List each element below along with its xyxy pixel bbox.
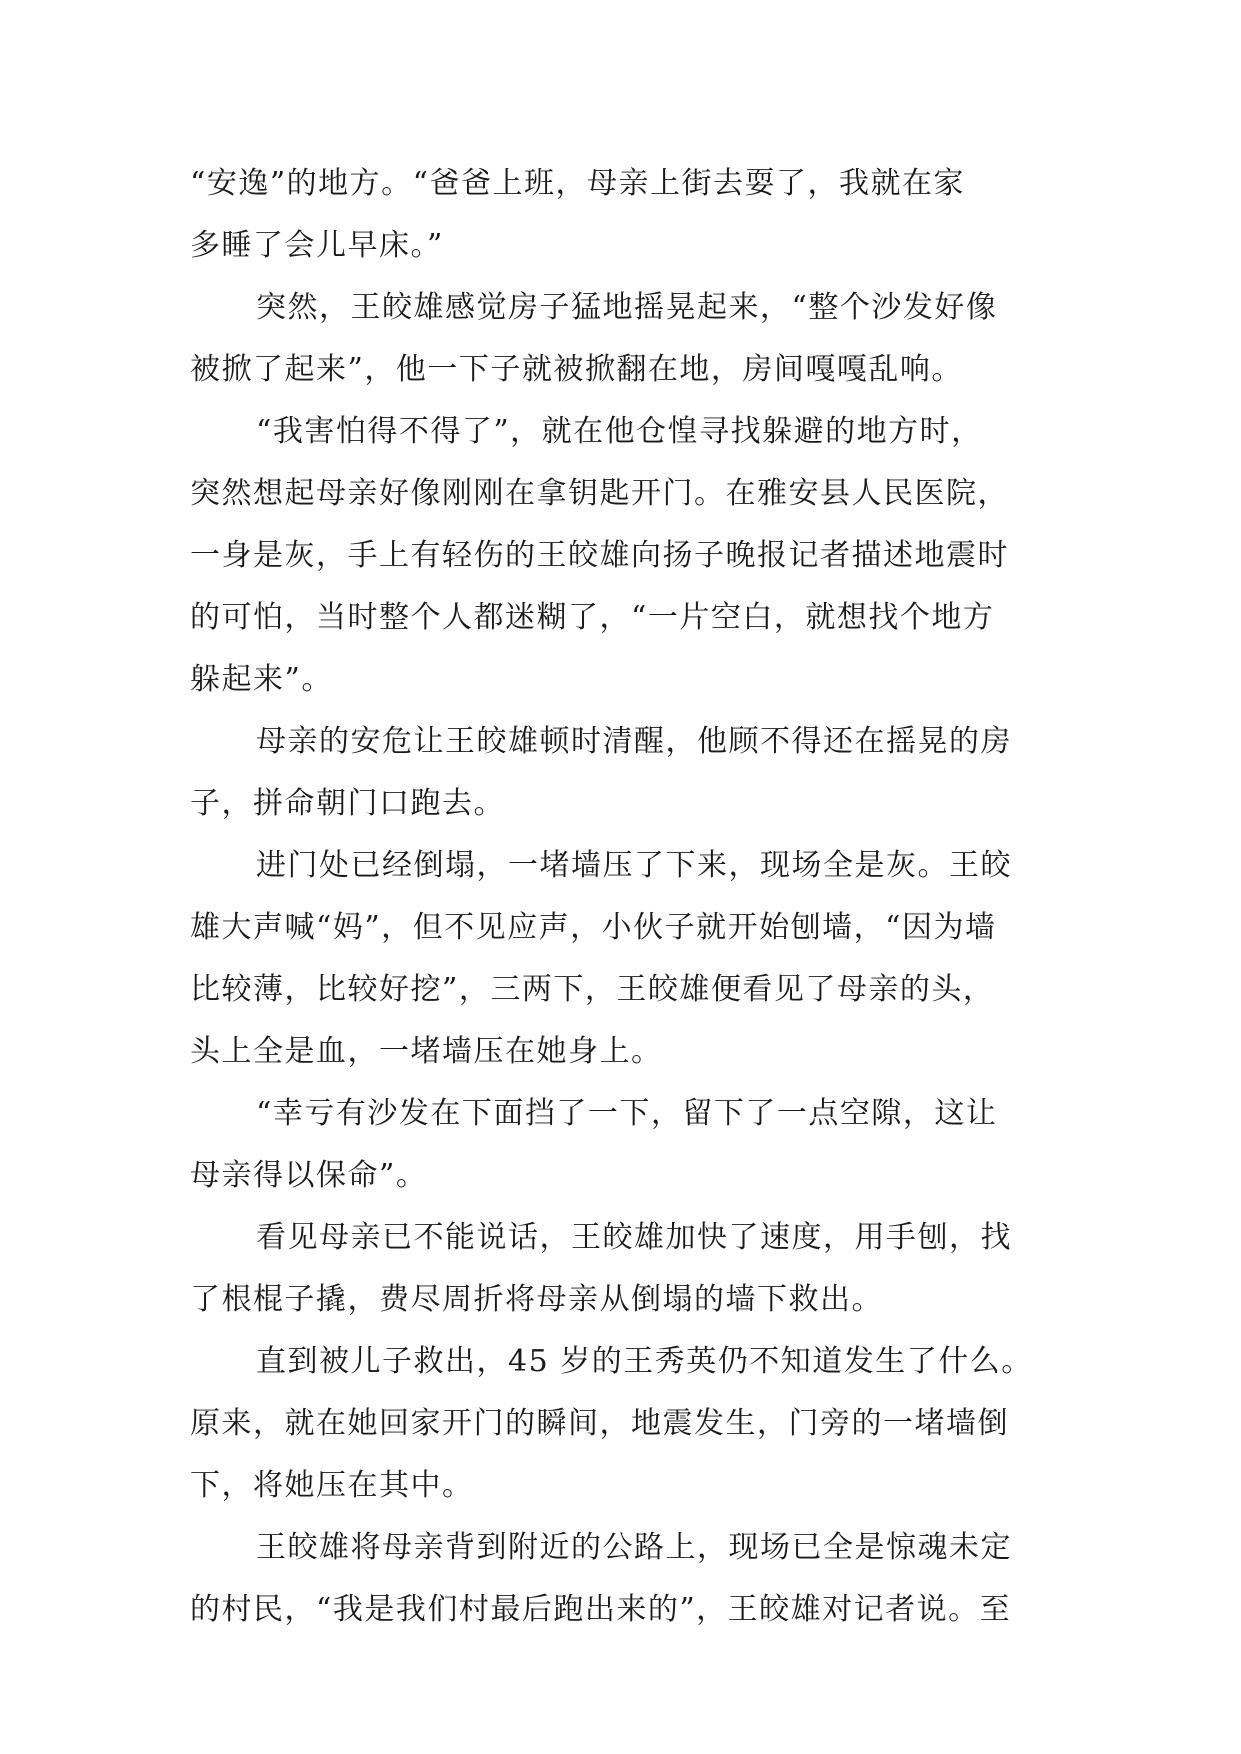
paragraph-start-line: 看见母亲已不能说话，王皎雄加快了速度，用手刨，找 — [256, 1220, 1012, 1255]
paragraph-start-line: 直到被儿子救出，45 岁的王秀英仍不知道发生了什么。 — [256, 1344, 1033, 1379]
text-line: 比较薄，比较好挖”，三两下，王皎雄便看见了母亲的头， — [190, 972, 995, 1007]
paragraph-start-line: 突然，王皎雄感觉房子猛地摇晃起来，“整个沙发好像 — [256, 290, 998, 325]
text-line: 被掀了起来”，他一下子就被掀翻在地，房间嘎嘎乱响。 — [190, 352, 963, 387]
paragraph-start-line: 母亲的安危让王皎雄顿时清醒，他顾不得还在摇晃的房 — [256, 724, 1012, 759]
text-line: 躲起来”。 — [190, 662, 333, 697]
paragraph-start-line: 王皎雄将母亲背到附近的公路上，现场已全是惊魂未定 — [256, 1530, 1012, 1565]
text-line: 了根棍子撬，费尽周折将母亲从倒塌的墙下救出。 — [190, 1282, 883, 1317]
paragraph-start-line: 进门处已经倒塌，一堵墙压了下来，现场全是灰。王皎 — [256, 848, 1012, 883]
text-line: 多睡了会儿早床。” — [190, 228, 444, 263]
text-line: 突然想起母亲好像刚刚在拿钥匙开门。在雅安县人民医院， — [190, 476, 1009, 511]
text-line: 的村民，“我是我们村最后跑出来的”，王皎雄对记者说。至 — [190, 1592, 1012, 1627]
text-line: 雄大声喊“妈”，但不见应声，小伙子就开始刨墙，“因为墙 — [190, 910, 997, 945]
paragraph-start-line: “幸亏有沙发在下面挡了一下，留下了一点空隙，这让 — [256, 1096, 998, 1131]
text-line: 子，拼命朝门口跑去。 — [190, 786, 505, 821]
paragraph-start-line: “我害怕得不得了”，就在他仓惶寻找躲避的地方时， — [256, 414, 983, 449]
text-line: 母亲得以保命”。 — [190, 1158, 428, 1193]
text-line: 的可怕，当时整个人都迷糊了，“一片空白，就想找个地方 — [190, 600, 995, 635]
text-line: 原来，就在她回家开门的瞬间，地震发生，门旁的一堵墙倒 — [190, 1406, 1009, 1441]
text-line: 一身是灰，手上有轻伤的王皎雄向扬子晚报记者描述地震时 — [190, 538, 1009, 573]
text-line: 头上全是血，一堵墙压在她身上。 — [190, 1034, 663, 1069]
text-line: 下，将她压在其中。 — [190, 1468, 474, 1503]
text-line: “安逸”的地方。“爸爸上班，母亲上街去耍了，我就在家 — [190, 166, 966, 201]
